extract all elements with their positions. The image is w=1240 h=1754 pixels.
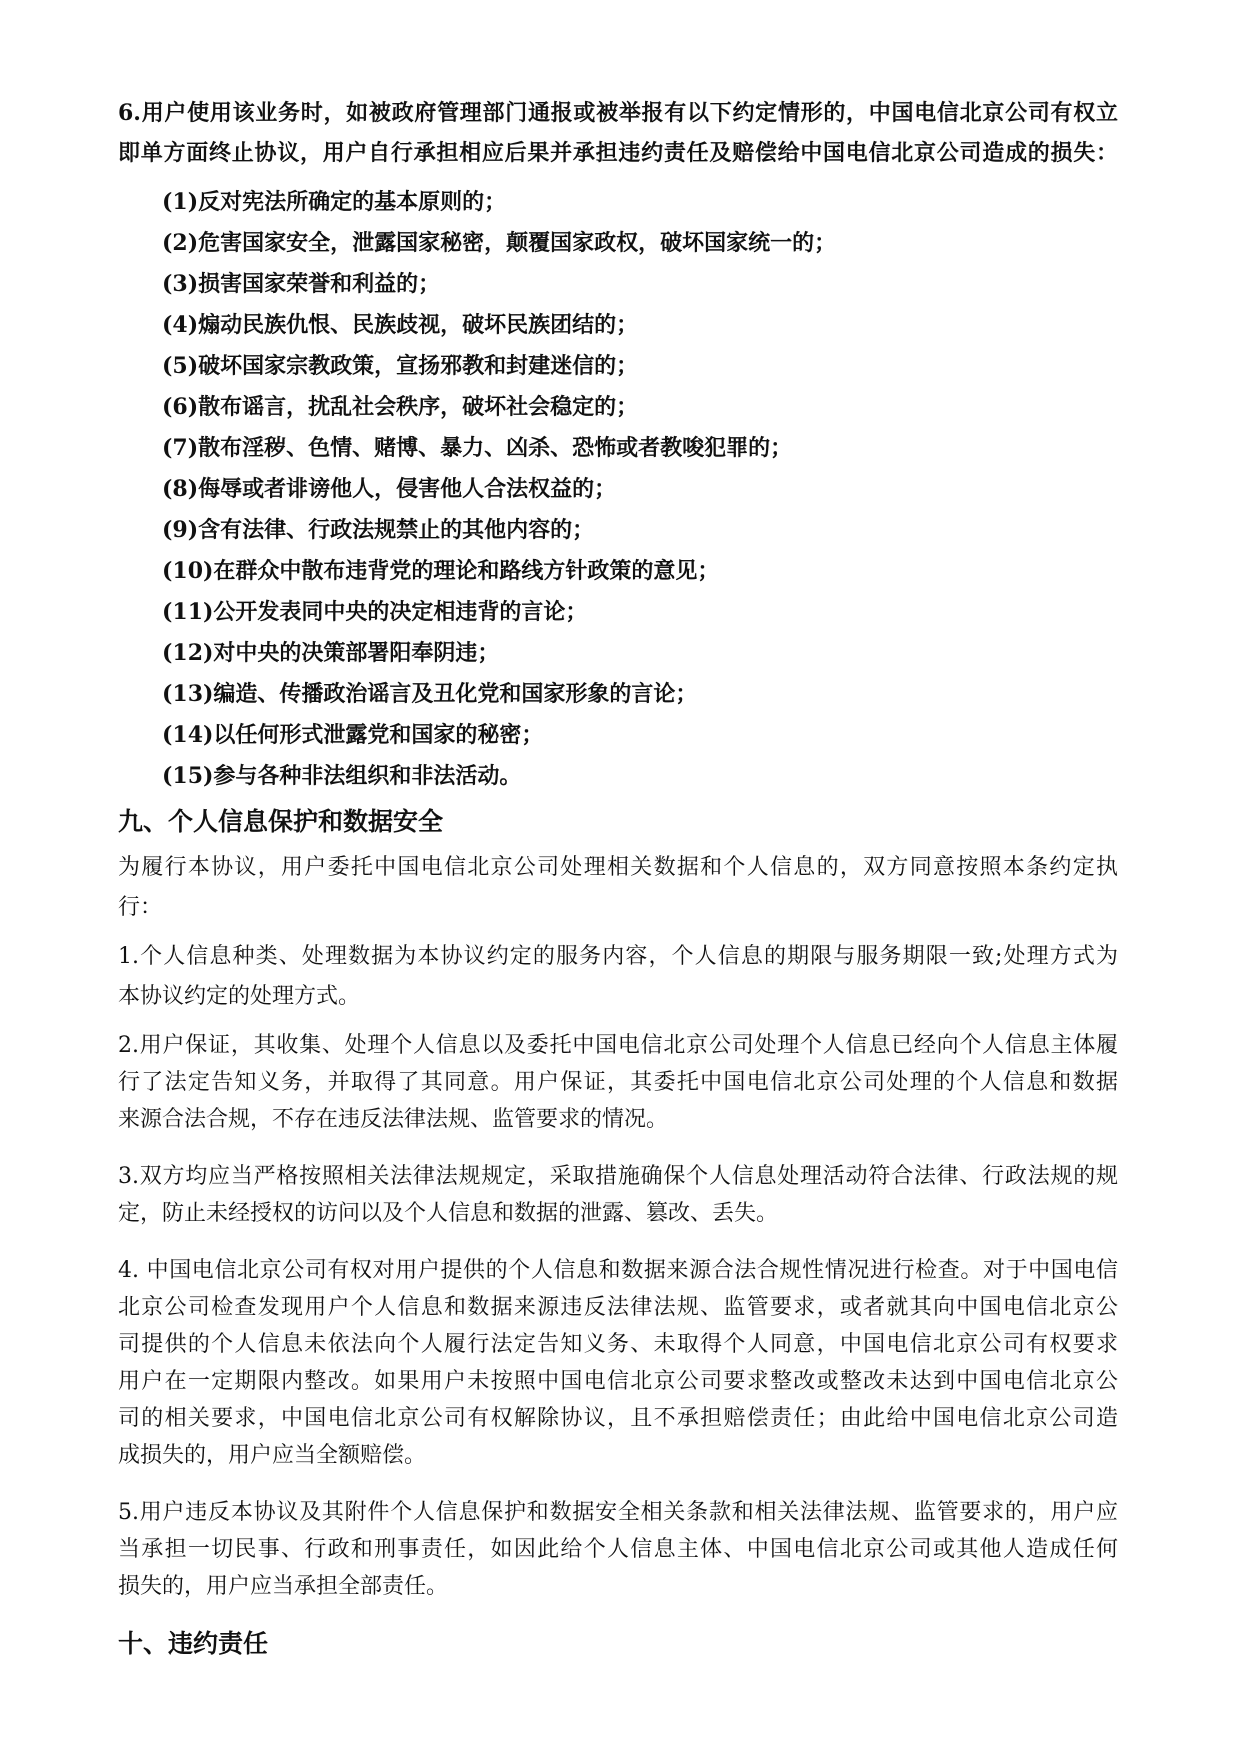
paragraph-3-line-2: 定，防止未经授权的访问以及个人信息和数据的泄露、篡改、丢失。 — [118, 1201, 779, 1226]
paragraph-4-line-5: 司的相关要求，中国电信北京公司有权解除协议，且不承担赔偿责任；由此给中国电信北京公司造 — [118, 1406, 1118, 1431]
list-item: (10)在群众中散布违背党的理论和路线方针政策的意见； — [162, 558, 720, 584]
section-9-intro-line-1: 为履行本协议，用户委托中国电信北京公司处理相关数据和个人信息的，双方同意按照本条约定执 — [118, 855, 1118, 880]
list-item: (13)编造、传播政治谣言及丑化党和国家形象的言论； — [162, 681, 698, 707]
list-item: (1)反对宪法所确定的基本原则的； — [162, 189, 507, 215]
list-item: (14)以任何形式泄露党和国家的秘密； — [162, 722, 544, 748]
list-item: (8)侮辱或者诽谤他人，侵害他人合法权益的； — [162, 476, 617, 502]
clause-6-line-2: 即单方面终止协议，用户自行承担相应后果并承担违约责任及赔偿给中国电信北京公司造成的损失： — [118, 140, 1118, 166]
list-item: (9)含有法律、行政法规禁止的其他内容的； — [162, 517, 595, 543]
list-item: (2)危害国家安全，泄露国家秘密，颠覆国家政权，破坏国家统一的； — [162, 230, 837, 256]
section-9-heading: 九、个人信息保护和数据安全 — [118, 807, 444, 836]
list-item: (11)公开发表同中央的决定相违背的言论； — [162, 599, 588, 625]
paragraph-4-line-1: 4. 中国电信北京公司有权对用户提供的个人信息和数据来源合法合规性情况进行检查。对于中国电信 — [118, 1258, 1118, 1283]
paragraph-1-line-2: 本协议约定的处理方式。 — [118, 984, 361, 1009]
paragraph-4-line-4: 用户在一定期限内整改。如果用户未按照中国电信北京公司要求整改或整改未达到中国电信北京公 — [118, 1369, 1118, 1394]
paragraph-4-line-2: 北京公司检查发现用户个人信息和数据来源违反法律法规、监管要求，或者就其向中国电信北京公 — [118, 1295, 1118, 1320]
paragraph-5-line-3: 损失的，用户应当承担全部责任。 — [118, 1574, 449, 1599]
list-item: (5)破坏国家宗教政策，宣扬邪教和封建迷信的； — [162, 353, 639, 379]
paragraph-2-line-2: 行了法定告知义务，并取得了其同意。用户保证，其委托中国电信北京公司处理的个人信息和数据 — [118, 1070, 1118, 1095]
list-item: (3)损害国家荣誉和利益的； — [162, 271, 441, 297]
paragraph-2-line-3: 来源合法合规，不存在违反法律法规、监管要求的情况。 — [118, 1107, 669, 1132]
list-item: (6)散布谣言，扰乱社会秩序，破坏社会稳定的； — [162, 394, 639, 420]
paragraph-5-line-2: 当承担一切民事、行政和刑事责任，如因此给个人信息主体、中国电信北京公司或其他人造成任何 — [118, 1537, 1118, 1562]
paragraph-3-line-1: 3.双方均应当严格按照相关法律法规规定，采取措施确保个人信息处理活动符合法律、行政法规的规 — [118, 1164, 1118, 1189]
section-9-intro-line-2: 行： — [118, 895, 163, 920]
clause-6-line-1: 6.用户使用该业务时，如被政府管理部门通报或被举报有以下约定情形的，中国电信北京公司有权立 — [118, 100, 1118, 126]
paragraph-1-line-1: 1.个人信息种类、处理数据为本协议约定的服务内容，个人信息的期限与服务期限一致;处理方式为 — [118, 944, 1118, 969]
paragraph-4-line-3: 司提供的个人信息未依法向个人履行法定告知义务、未取得个人同意，中国电信北京公司有权要求 — [118, 1332, 1118, 1357]
paragraph-5-line-1: 5.用户违反本协议及其附件个人信息保护和数据安全相关条款和相关法律法规、监管要求的，用户应 — [118, 1500, 1118, 1525]
list-item: (4)煽动民族仇恨、民族歧视，破坏民族团结的； — [162, 312, 639, 338]
paragraph-4-line-6: 成损失的，用户应当全额赔偿。 — [118, 1443, 427, 1468]
list-item: (7)散布淫秽、色情、赌博、暴力、凶杀、恐怖或者教唆犯罪的； — [162, 435, 793, 461]
section-10-heading: 十、违约责任 — [118, 1629, 269, 1658]
list-item: (15)参与各种非法组织和非法活动。 — [162, 763, 522, 789]
list-item: (12)对中央的决策部署阳奉阴违； — [162, 640, 500, 666]
paragraph-2-line-1: 2.用户保证，其收集、处理个人信息以及委托中国电信北京公司处理个人信息已经向个人信息主体履 — [118, 1033, 1118, 1058]
